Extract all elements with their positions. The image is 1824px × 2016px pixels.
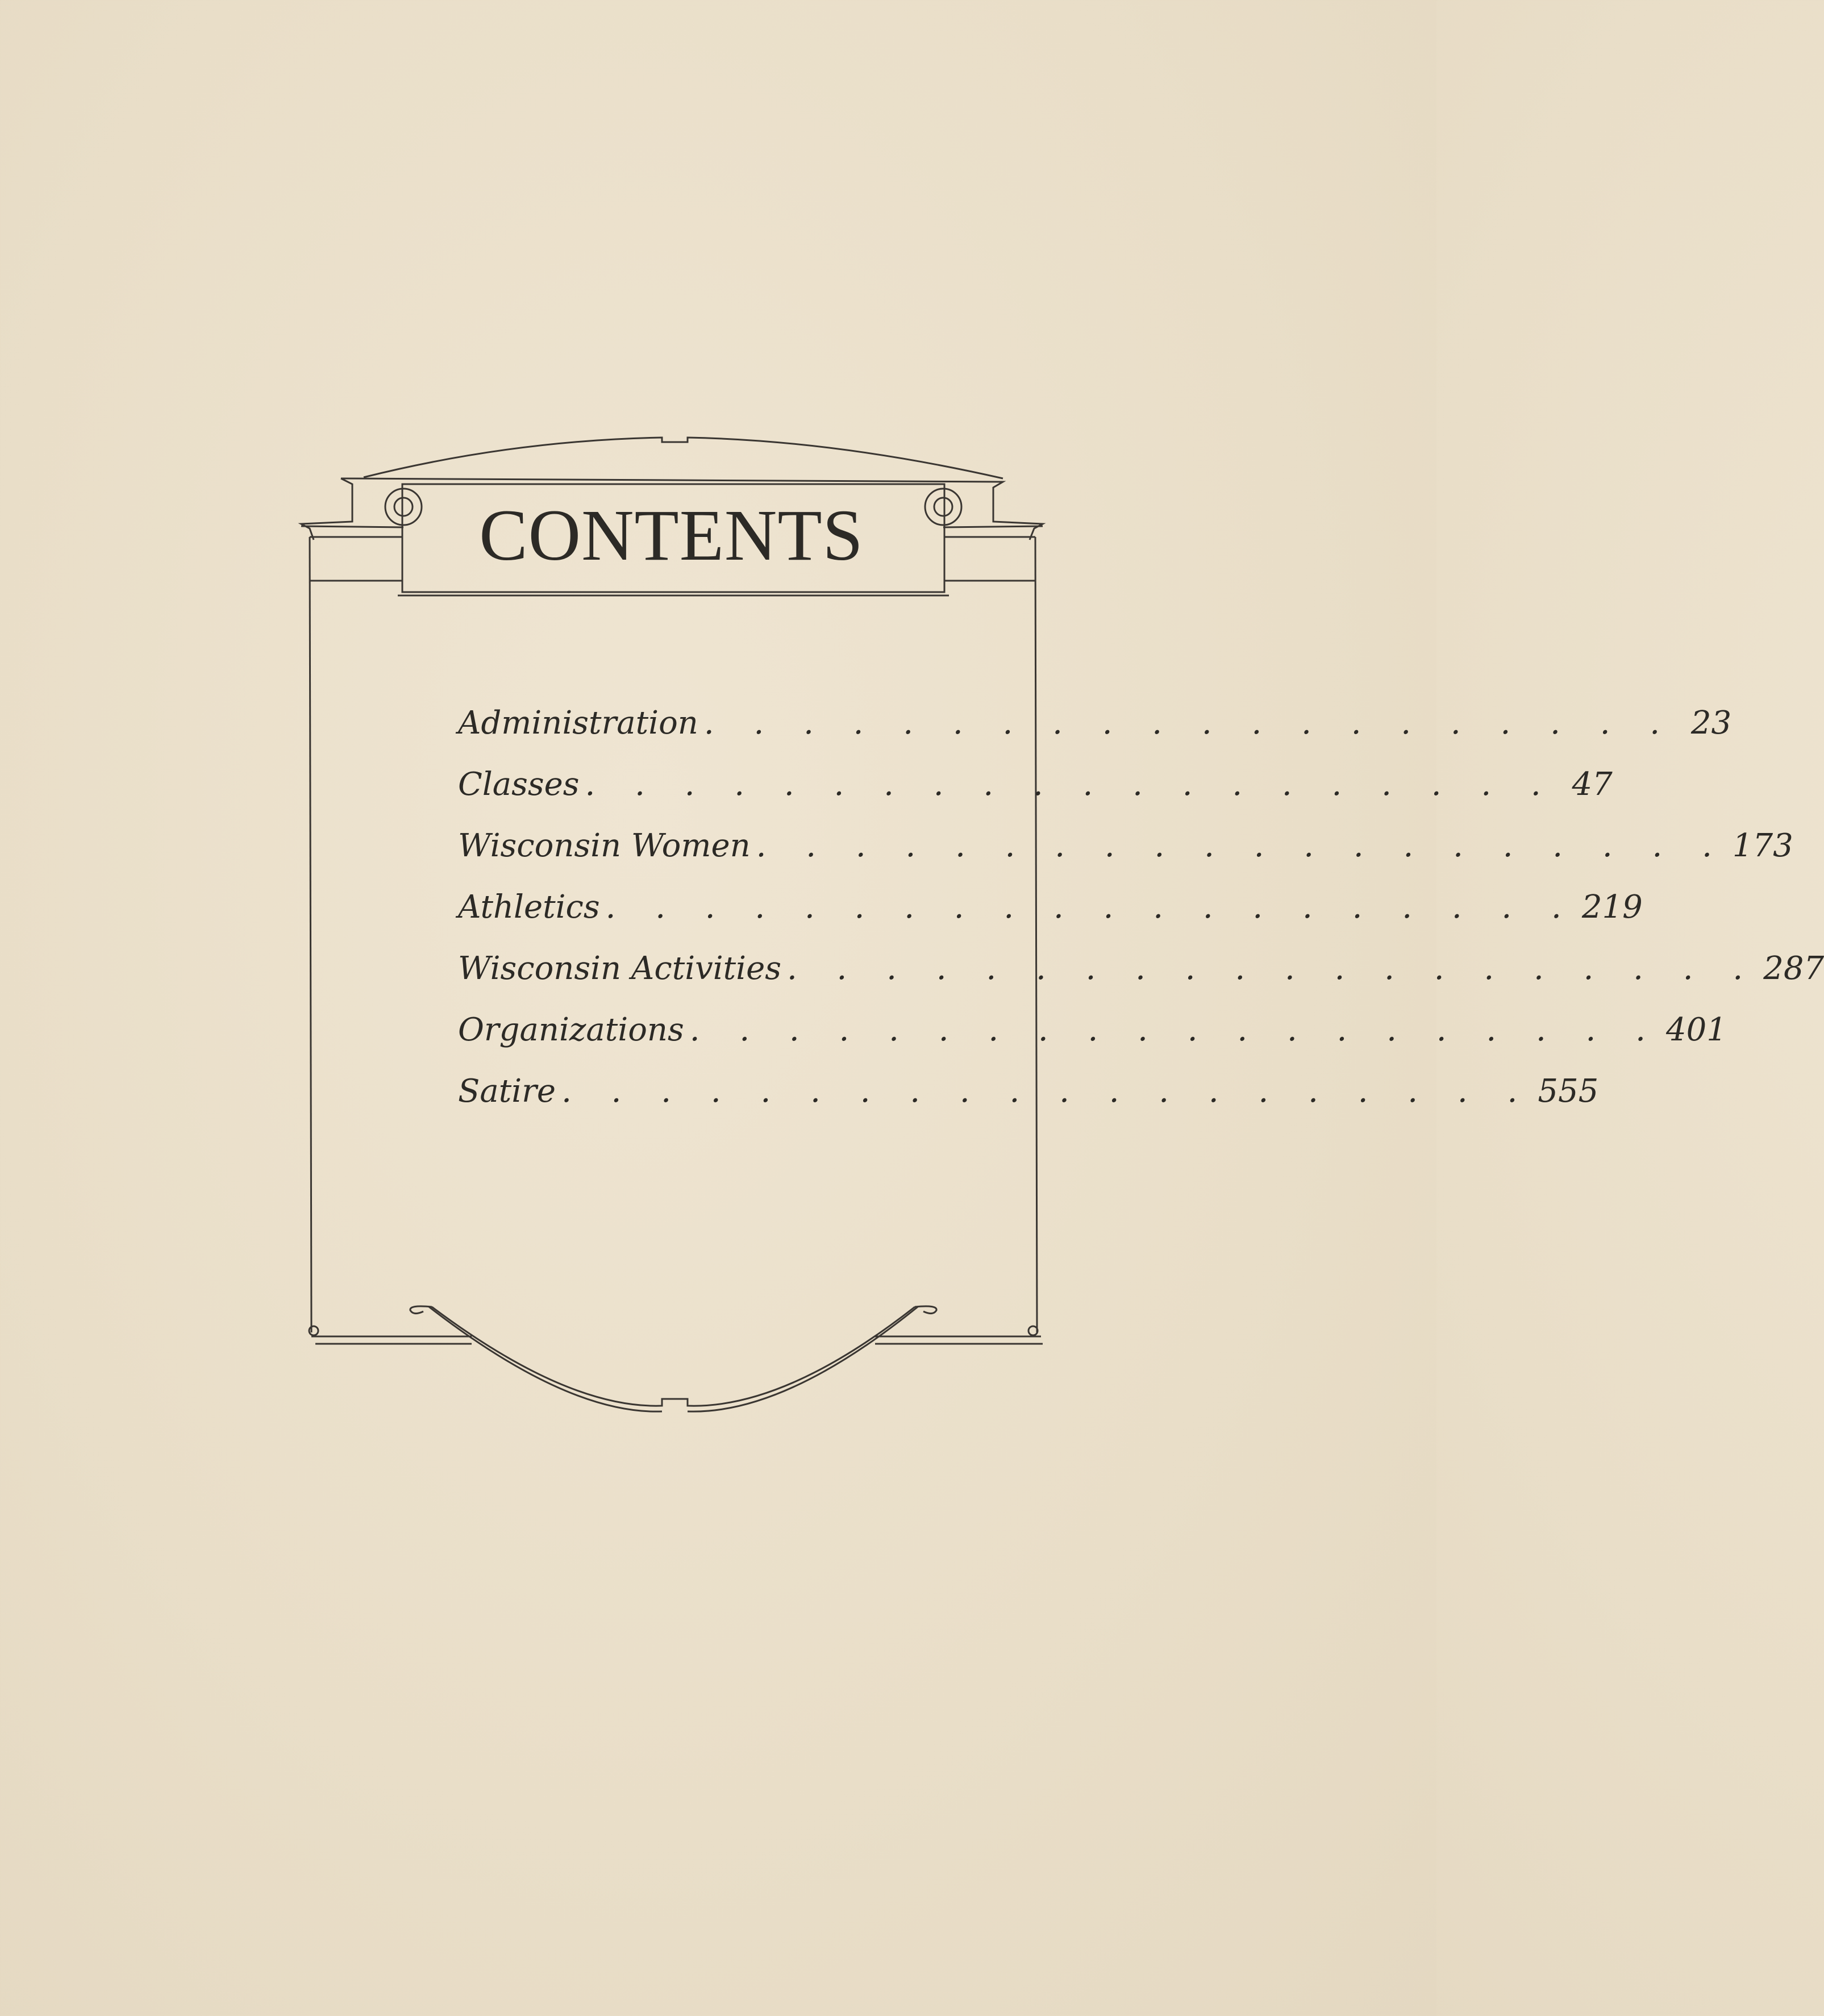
toc-entry-page: 401	[1665, 1011, 1727, 1048]
toc-entry-page: 23	[1690, 705, 1732, 742]
toc-entry-administration[interactable]	[458, 705, 1732, 766]
toc-entry-label: Organizations	[458, 1011, 684, 1048]
toc-entry-wisconsin-activities[interactable]	[458, 950, 1824, 1011]
toc-entry-classes[interactable]	[458, 766, 1613, 827]
toc-entry-label: Administration	[458, 705, 698, 742]
toc-entry-page: 555	[1538, 1073, 1599, 1110]
toc-entry-page: 173	[1732, 827, 1793, 864]
toc-entry-wisconsin-women[interactable]	[458, 827, 1793, 889]
toc-entry-page: 219	[1581, 889, 1643, 926]
panel-left-edge	[310, 537, 311, 1332]
base-scroll-left	[410, 1306, 432, 1314]
toc-entry-label: Wisconsin Activities	[458, 950, 781, 987]
toc-leader: . . . . . . . . . . . . . . . . . . . .	[756, 827, 1727, 864]
toc-entry-label: Wisconsin Women	[458, 827, 751, 864]
toc-leader: . . . . . . . . . . . . . . . . . . . .	[786, 950, 1758, 987]
toc-entry-label: Classes	[458, 766, 580, 803]
page-title: CONTENTS	[479, 495, 864, 576]
pediment-ledge-left	[301, 478, 352, 540]
toc-leader: . . . . . . . . . . . . . . . . . . . .	[689, 1011, 1660, 1048]
toc-entry-page: 47	[1572, 766, 1613, 803]
toc-leader: . . . . . . . . . . . . . . . . . . . .	[703, 705, 1675, 742]
toc-leader: . . . . . . . . . . . . . . . . . . . .	[585, 766, 1556, 803]
toc-entry-label: Satire	[458, 1073, 556, 1110]
toc-entry-organizations[interactable]	[458, 1011, 1727, 1073]
table-of-contents	[458, 705, 1824, 1134]
base-arch	[432, 1307, 915, 1406]
toc-leader: . . . . . . . . . . . . . . . . . . . .	[561, 1073, 1533, 1110]
toc-entry-athletics[interactable]	[458, 889, 1643, 950]
base-scroll-right	[915, 1306, 936, 1314]
toc-entry-page: 287	[1763, 950, 1824, 987]
toc-entry-satire[interactable]	[458, 1073, 1599, 1134]
toc-entry-label: Athletics	[458, 889, 600, 926]
toc-leader: . . . . . . . . . . . . . . . . . . . .	[605, 889, 1576, 926]
pediment-top	[364, 438, 1003, 478]
panel-right-edge	[1035, 537, 1037, 1332]
